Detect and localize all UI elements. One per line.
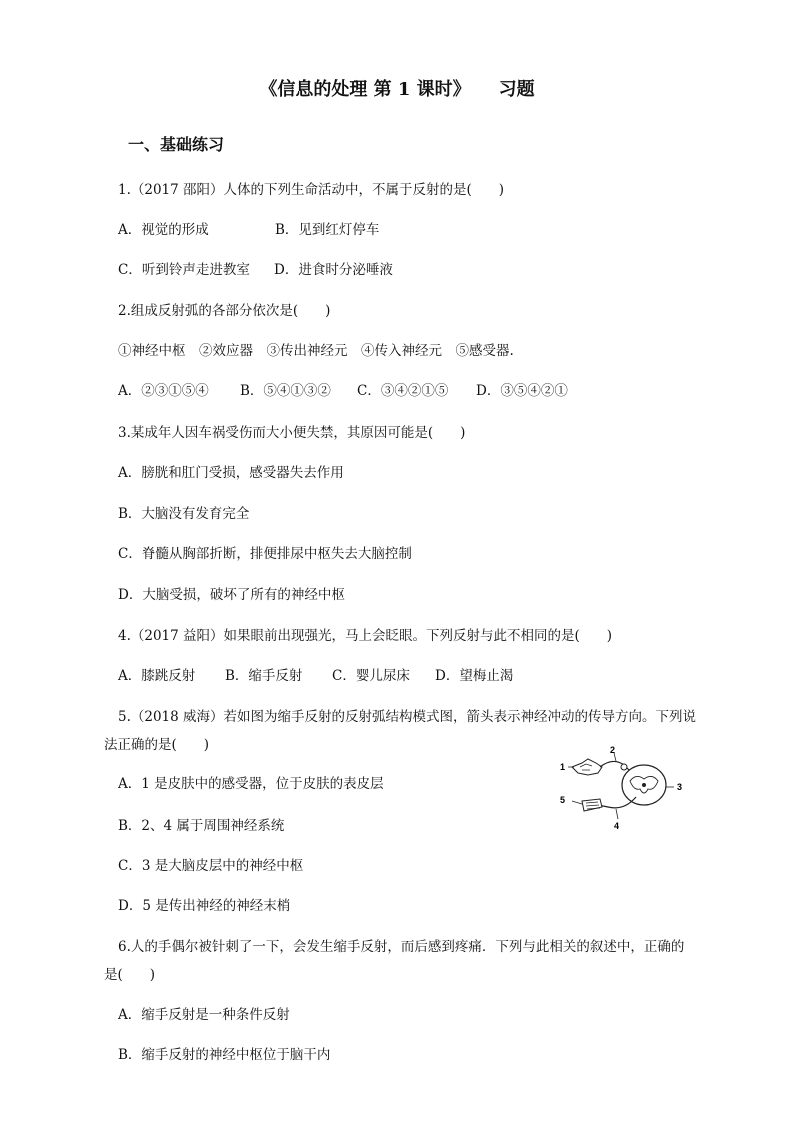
q6-option-a: A．缩手反射是一种条件反射	[118, 1007, 290, 1023]
q2-parts: ①神经中枢 ②效应器 ③传出神经元 ④传入神经元 ⑤感受器.	[118, 343, 514, 359]
diagram-label-1: 1	[560, 762, 566, 772]
q1-option-b: B．见到红灯停车	[275, 222, 380, 238]
diagram-label-3: 3	[677, 782, 683, 792]
ganglion	[621, 764, 627, 770]
q1-option-d: D．进食时分泌唾液	[274, 262, 393, 278]
q1-options-row2	[118, 261, 393, 279]
q5-stem-line2: 法正确的是( )	[104, 737, 210, 753]
q6-stem-line1: 6.人的手偶尔被针刺了一下，会发生缩手反射，而后感到疼痛．下列与此相关的叙述中，正确的	[118, 939, 685, 955]
q4-option-d: D．望梅止渴	[435, 668, 514, 684]
q1-option-c: C．听到铃声走进教室	[118, 262, 250, 278]
reflex-arc-diagram	[558, 745, 688, 835]
diagram-label-2: 2	[610, 745, 616, 755]
title-main: 《信息的处理 第 1 课时》	[259, 79, 471, 100]
q1-stem: 1.（2017 邵阳）人体的下列生命活动中，不属于反射的是( )	[118, 182, 505, 198]
q5-stem-line1: 5.（2018 威海）若如图为缩手反射的反射弧结构模式图，箭头表示神经冲动的传导方向。下列说	[118, 709, 697, 725]
q4-option-b: B．缩手反射	[225, 668, 303, 684]
q5-option-c: C．3 是大脑皮层中的神经中枢	[118, 858, 304, 874]
diagram-label-4: 4	[614, 821, 620, 831]
q2-option-d: D．③⑤④②①	[476, 383, 568, 399]
receptor-skin-shape	[572, 759, 602, 775]
q4-stem: 4.（2017 益阳）如果眼前出现强光，马上会眨眼。下列反射与此不相同的是( )	[118, 628, 613, 644]
diagram-label-5: 5	[560, 795, 566, 805]
q5-option-b: B．2、4 属于周围神经系统	[118, 818, 285, 834]
q2-options	[118, 382, 568, 400]
q2-option-c: C．③④②①⑤	[357, 383, 449, 399]
section-heading: 一、基础练习	[128, 135, 225, 154]
q3-option-b: B．大脑没有发育完全	[118, 506, 250, 522]
q6-option-b: B．缩手反射的神经中枢位于脑干内	[118, 1047, 331, 1063]
q4-option-c: C．婴儿尿床	[332, 668, 410, 684]
q3-option-d: D．大脑受损，破坏了所有的神经中枢	[118, 587, 345, 603]
label-pointer-5	[572, 801, 582, 804]
label-pointer-4	[616, 809, 618, 819]
q3-option-a: A．膀胱和肛门受损，感受器失去作用	[118, 465, 344, 481]
q2-stem: 2.组成反射弧的各部分依次是( )	[118, 303, 331, 319]
q1-option-a: A．视觉的形成	[118, 222, 209, 238]
q1-options-row1	[118, 221, 379, 239]
q3-option-c: C．脊髓从胸部折断，排便排尿中枢失去大脑控制	[118, 546, 412, 562]
q6-stem-line2: 是( )	[104, 967, 156, 983]
central-canal	[642, 783, 646, 787]
q3-stem: 3.某成年人因车祸受伤而大小便失禁，其原因可能是( )	[118, 425, 466, 441]
q4-option-a: A．膝跳反射	[118, 668, 196, 684]
q5-option-d: D．5 是传出神经的神经末梢	[118, 898, 291, 914]
q5-option-a: A．1 是皮肤中的感受器，位于皮肤的表皮层	[118, 776, 384, 792]
page-title	[0, 78, 794, 102]
q2-option-b: B．⑤④①③②	[240, 383, 331, 399]
q2-option-a: A．②③①⑤④	[118, 383, 209, 399]
q4-options	[118, 667, 513, 685]
title-sub: 习题	[498, 79, 535, 100]
